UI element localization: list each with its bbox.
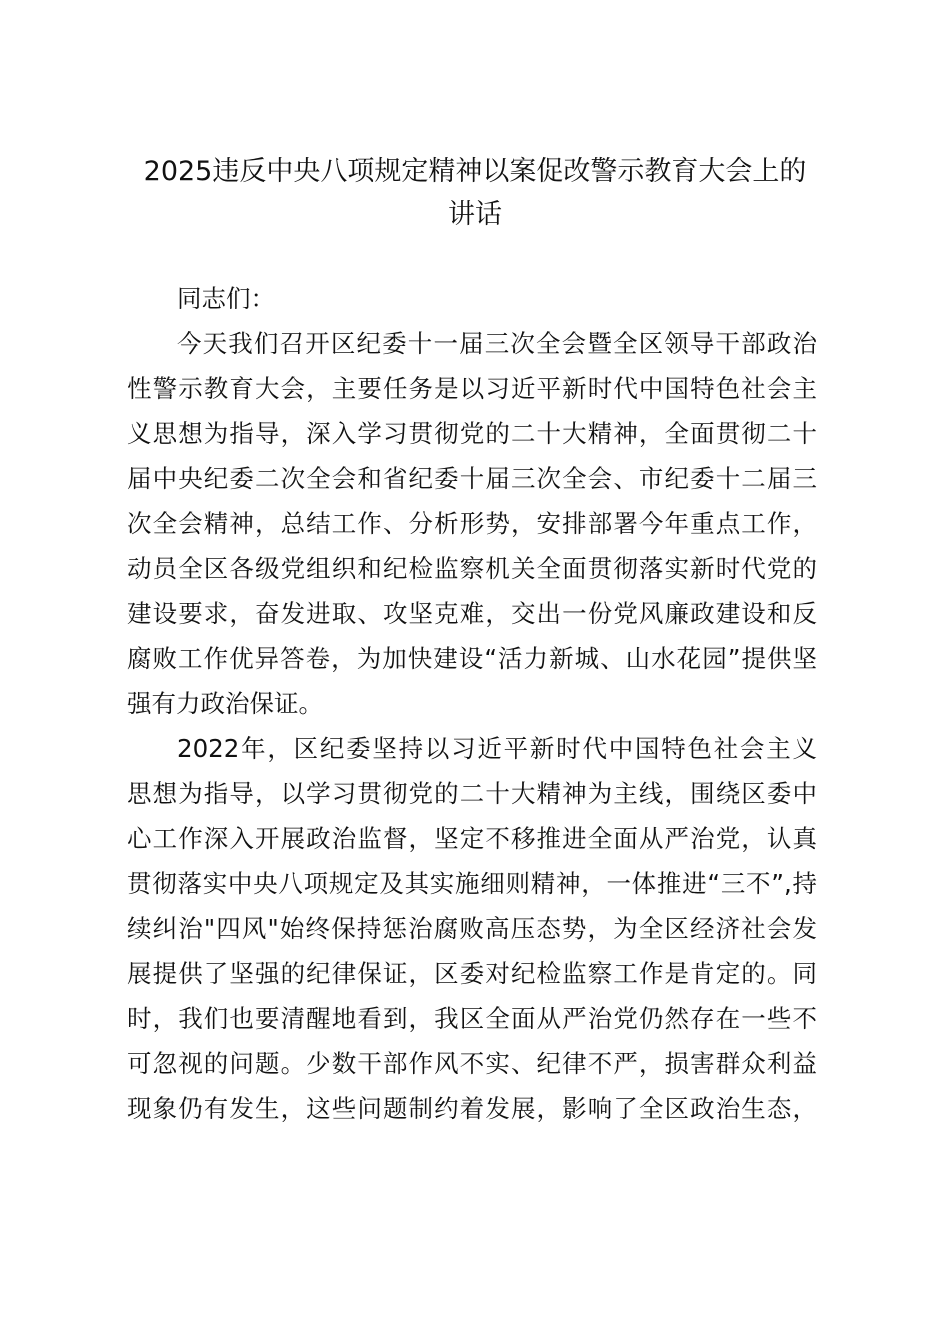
paragraph-line: 性警示教育大会，主要任务是以习近平新时代中国特色社会主 — [127, 374, 817, 403]
paragraph-line: 今天我们召开区纪委十一届三次全会暨全区领导干部政治 — [177, 329, 817, 358]
salutation: 同志们： — [177, 284, 275, 313]
paragraph-line: 次全会精神，总结工作、分析形势，安排部署今年重点工作， — [127, 509, 817, 538]
paragraph-line: 建设要求，奋发进取、攻坚克难，交出一份党风廉政建设和反 — [127, 599, 817, 628]
paragraph-line: 贯彻落实中央八项规定及其实施细则精神，一体推进“三不”,持 — [127, 869, 817, 898]
paragraph-line: 义思想为指导，深入学习贯彻党的二十大精神，全面贯彻二十 — [127, 419, 817, 448]
title-line-1: 2025违反中央八项规定精神以案促改警示教育大会上的 — [143, 156, 807, 187]
document-body — [127, 276, 817, 1131]
paragraph-line: 届中央纪委二次全会和省纪委十届三次全会、市纪委十二届三 — [127, 464, 817, 493]
paragraph-line: 思想为指导，以学习贯彻党的二十大精神为主线，围绕区委中 — [127, 779, 817, 808]
paragraph-line: 展提供了坚强的纪律保证，区委对纪检监察工作是肯定的。同 — [127, 959, 817, 988]
document-title — [125, 150, 825, 236]
paragraph-line: 现象仍有发生，这些问题制约着发展，影响了全区政治生态， — [127, 1094, 817, 1123]
paragraph-line: 可忽视的问题。少数干部作风不实、纪律不严，损害群众利益 — [127, 1049, 817, 1078]
paragraph-line: 2022年，区纪委坚持以习近平新时代中国特色社会主义 — [177, 734, 817, 763]
paragraph-line: 续纠治"四风"始终保持惩治腐败高压态势，为全区经济社会发 — [127, 914, 817, 943]
title-line-2: 讲话 — [448, 199, 502, 230]
paragraph-2 — [127, 726, 817, 1131]
paragraph-line: 腐败工作优异答卷，为加快建设“活力新城、山水花园”提供坚 — [127, 644, 817, 673]
paragraph-1 — [127, 321, 817, 726]
paragraph-line: 强有力政治保证。 — [127, 689, 323, 718]
paragraph-line: 动员全区各级党组织和纪检监察机关全面贯彻落实新时代党的 — [127, 554, 817, 583]
paragraph-line: 心工作深入开展政治监督，坚定不移推进全面从严治党，认真 — [127, 824, 817, 853]
paragraph-line: 时，我们也要清醒地看到，我区全面从严治党仍然存在一些不 — [127, 1004, 817, 1033]
